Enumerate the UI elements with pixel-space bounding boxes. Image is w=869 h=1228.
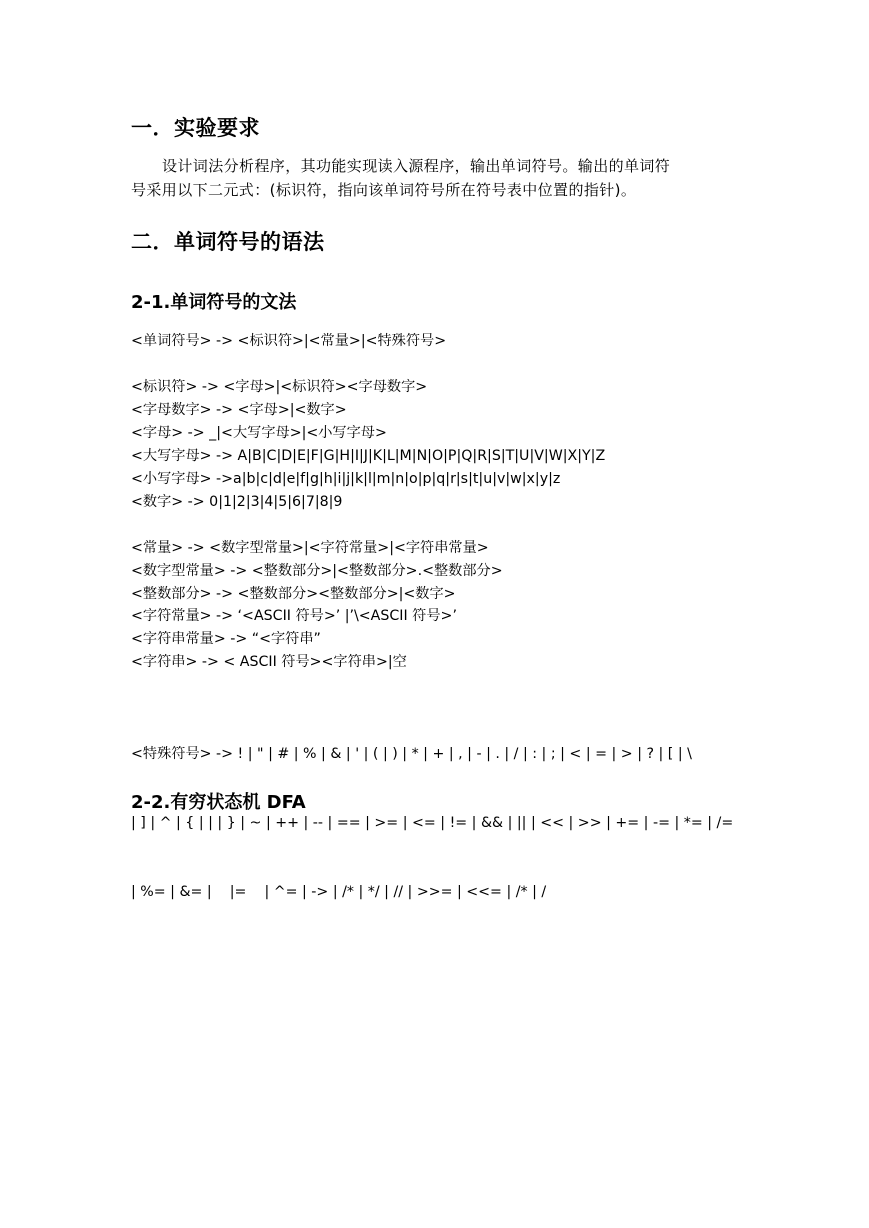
grammar-rule: <字符常量> -> ‘<ASCII 符号>’ |’\<ASCII 符号>’ bbox=[131, 608, 457, 624]
subsection-heading-grammar-rules: 2-1.单词符号的文法 bbox=[131, 292, 297, 313]
grammar-rule: <字母> -> _|<大写字母>|<小写字母> bbox=[131, 425, 387, 441]
grammar-rule: <字符串常量> -> “<字符串” bbox=[131, 631, 321, 647]
special-symbols-line: <特殊符号> -> ! | " | # | % | & | ' | ( | ) | * | + | , | - | . | / | : | ; | < | = | > | ? | [ | \ bbox=[131, 746, 692, 762]
grammar-rule: <整数部分> -> <整数部分><整数部分>|<数字> bbox=[131, 586, 456, 602]
grammar-rule: <小写字母> ->a|b|c|d|e|f|g|h|i|j|k|l|m|n|o|p|q|r|s|t|u|v|w|x|y|z bbox=[131, 471, 561, 487]
grammar-rule: <常量> -> <数字型常量>|<字符常量>|<字符串常量> bbox=[131, 540, 489, 556]
grammar-rule: <数字> -> 0|1|2|3|4|5|6|7|8|9 bbox=[131, 494, 343, 510]
section-heading-requirements: 一．实验要求 bbox=[131, 116, 260, 140]
section-heading-grammar: 二．单词符号的语法 bbox=[131, 230, 325, 254]
grammar-rule: <数字型常量> -> <整数部分>|<整数部分>.<整数部分> bbox=[131, 563, 503, 579]
requirements-paragraph-line: 设计词法分析程序，其功能实现读入源程序，输出单词符号。输出的单词符 bbox=[162, 157, 671, 175]
requirements-paragraph bbox=[131, 154, 741, 202]
requirements-paragraph-line: 号采用以下二元式：(标识符，指向该单词符号所在符号表中位置的指针)。 bbox=[131, 181, 637, 199]
special-symbols-line: | ] | ^ | { | | | } | ~ | ++ | -- | == | >= | <= | != | && | || | << | >> | += | -= | *= | /= bbox=[131, 815, 734, 831]
subsection-heading-dfa: 2-2.有穷状态机 DFA bbox=[131, 792, 306, 813]
special-symbols-rule bbox=[131, 697, 741, 950]
grammar-rule: <单词符号> -> <标识符>|<常量>|<特殊符号> bbox=[131, 333, 447, 349]
special-symbols-line: | %= | &= | |= | ^= | -> | /* | */ | // | >>= | <<= | /* | / bbox=[131, 884, 547, 900]
grammar-rule: <大写字母> -> A|B|C|D|E|F|G|H|I|J|K|L|M|N|O|P|Q|R|S|T|U|V|W|X|Y|Z bbox=[131, 448, 606, 464]
grammar-rule: <字符串> -> < ASCII 符号><字符串>|空 bbox=[131, 654, 407, 670]
grammar-rule: <字母数字> -> <字母>|<数字> bbox=[131, 402, 347, 418]
grammar-rule: <标识符> -> <字母>|<标识符><字母数字> bbox=[131, 379, 428, 395]
